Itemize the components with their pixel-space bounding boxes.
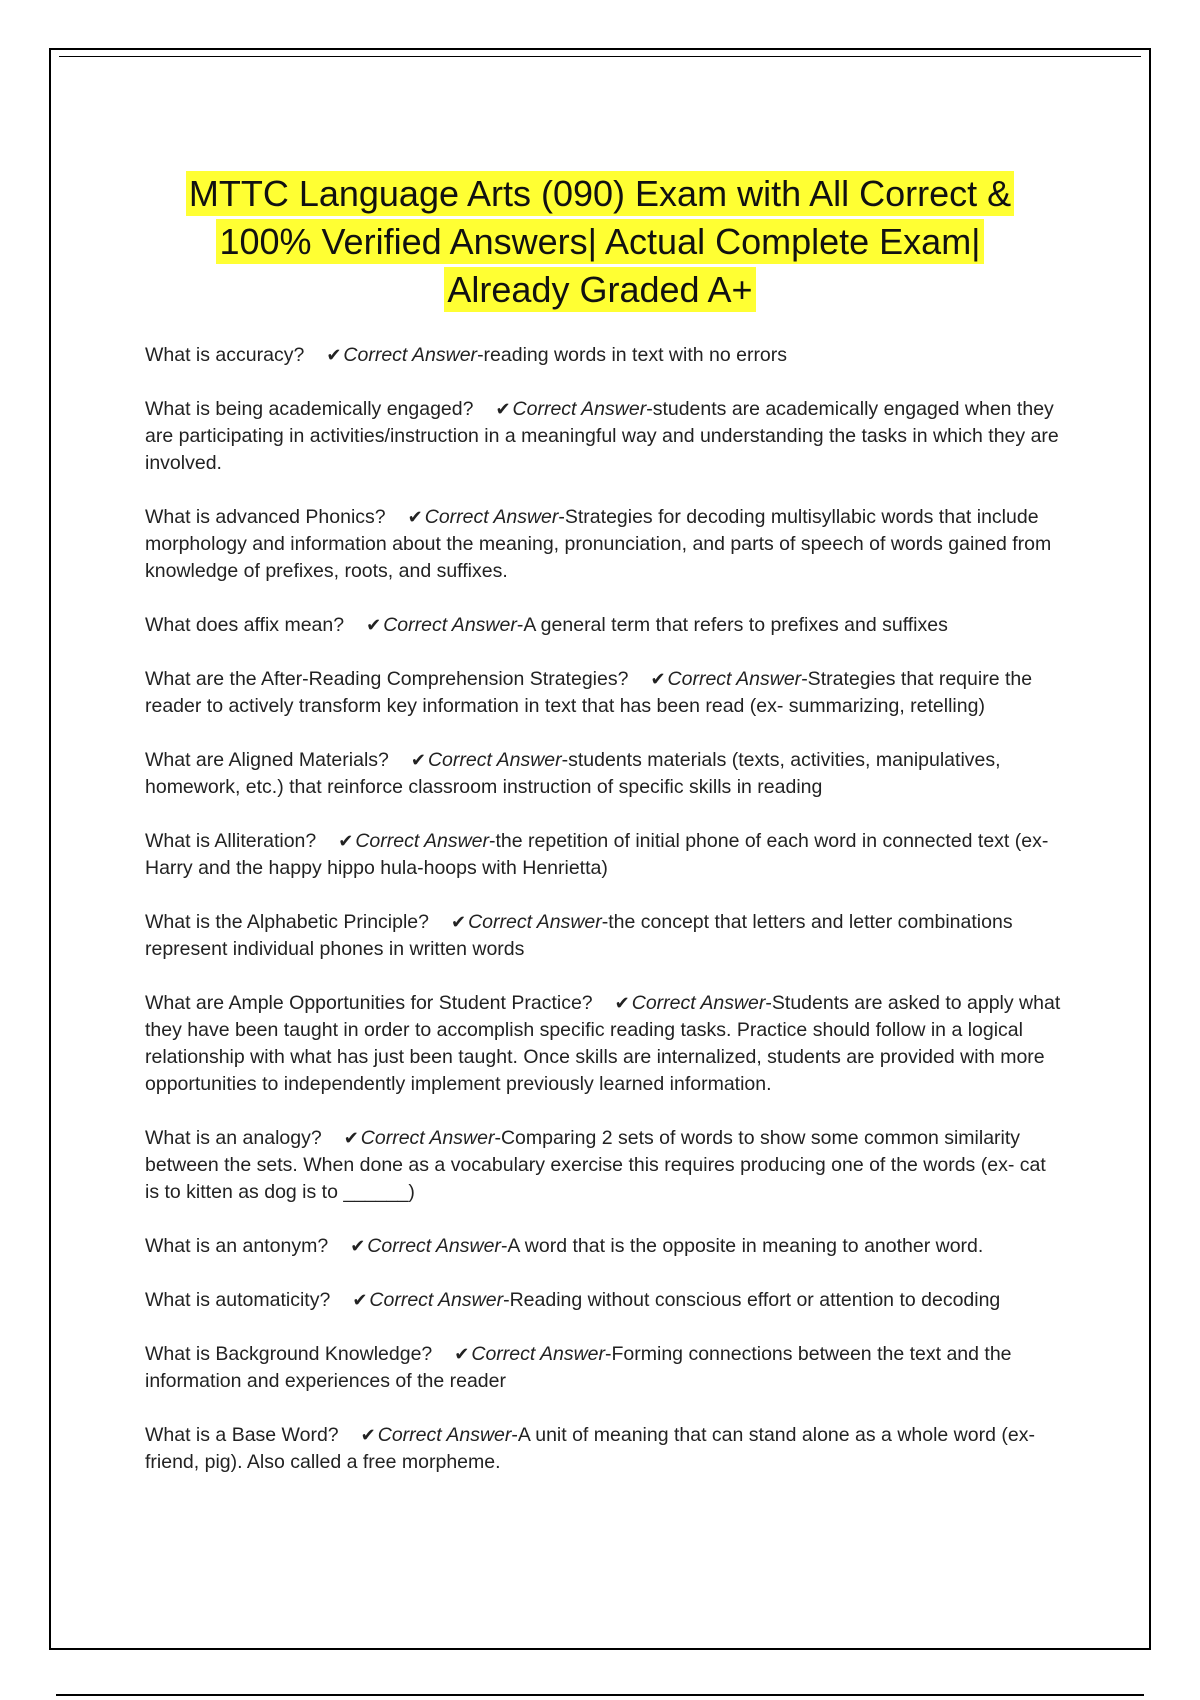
- qa-item: [145, 990, 1065, 1098]
- question-text: What is advanced Phonics?: [145, 506, 386, 528]
- document-title: [100, 170, 1100, 314]
- answer-text: -Comparing 2 sets of words to show some common similarity between the sets. When done as a vocabulary exercise this requires producing one of the words (ex- cat is to kitten as dog is to ______): [145, 1127, 1046, 1203]
- qa-item: [145, 1422, 1065, 1476]
- qa-item: [145, 612, 1065, 639]
- answer-text: -A unit of meaning that can stand alone as a whole word (ex- friend, pig). Also called a free morpheme.: [145, 1424, 1035, 1473]
- answer-text: -Forming connections between the text and the information and experiences of the reader: [145, 1343, 1012, 1392]
- question-text: What is automaticity?: [145, 1289, 331, 1311]
- header-rule: [59, 56, 1141, 57]
- checkmark-icon: ✔: [451, 912, 467, 933]
- answer-label: Correct Answer: [427, 749, 562, 771]
- question-text: What are the After-Reading Comprehension Strategies?: [145, 668, 629, 690]
- checkmark-icon: ✔: [338, 831, 354, 852]
- qa-item: [145, 396, 1065, 477]
- qa-item: [145, 666, 1065, 720]
- checkmark-icon: ✔: [352, 1290, 368, 1311]
- checkmark-icon: ✔: [454, 1344, 470, 1365]
- question-text: What is Background Knowledge?: [145, 1343, 433, 1365]
- answer-label: Correct Answer: [383, 614, 517, 636]
- question-text: What are Aligned Materials?: [145, 749, 389, 771]
- bottom-rule: [56, 1694, 1144, 1696]
- question-text: What is the Alphabetic Principle?: [145, 911, 429, 933]
- qa-item: [145, 504, 1065, 585]
- answer-label: Correct Answer: [367, 1235, 501, 1257]
- qa-item: [145, 747, 1065, 801]
- question-text: What is accuracy?: [145, 344, 305, 366]
- answer-label: Correct Answer: [512, 398, 647, 420]
- title-line-2: 100% Verified Answers| Actual Complete Exam|: [216, 219, 983, 264]
- answer-label: Correct Answer: [667, 668, 802, 690]
- question-text: What is a Base Word?: [145, 1424, 339, 1446]
- qa-item: [145, 342, 1065, 369]
- answer-text: -A word that is the opposite in meaning to another word.: [500, 1235, 984, 1257]
- question-text: What is an antonym?: [145, 1235, 329, 1257]
- checkmark-icon: ✔: [614, 993, 630, 1014]
- title-line-3: Already Graded A+: [444, 267, 755, 312]
- answer-text: -the repetition of initial phone of each word in connected text (ex- Harry and the happy hippo hula-hoops with Henrietta): [145, 830, 1049, 879]
- qa-item: [145, 909, 1065, 963]
- question-text: What are Ample Opportunities for Student Practice?: [145, 992, 593, 1014]
- answer-label: Correct Answer: [468, 911, 602, 933]
- answer-label: Correct Answer: [631, 992, 766, 1014]
- checkmark-icon: ✔: [650, 669, 666, 690]
- qa-item: [145, 1341, 1065, 1395]
- question-text: What is Alliteration?: [145, 830, 317, 852]
- answer-text: -Strategies that require the reader to actively transform key information in text that has been read (ex- summarizing, retelling): [145, 668, 1033, 717]
- qa-item: [145, 828, 1065, 882]
- qa-list: [145, 342, 1065, 1503]
- checkmark-icon: ✔: [495, 399, 511, 420]
- answer-text: -students materials (texts, activities, manipulatives, homework, etc.) that reinforce classroom instruction of specific skills in reading: [145, 749, 1001, 798]
- checkmark-icon: ✔: [343, 1128, 359, 1149]
- answer-text: -the concept that letters and letter combinations represent individual phones in written words: [145, 911, 1013, 960]
- answer-label: Correct Answer: [355, 830, 489, 852]
- checkmark-icon: ✔: [350, 1236, 366, 1257]
- answer-label: Correct Answer: [343, 344, 478, 366]
- answer-text: -Strategies for decoding multisyllabic words that include morphology and information about the meaning, pronunciation, and parts of speech of words gained from knowledge of prefixes, roots, and suffixes.: [145, 506, 1052, 582]
- checkmark-icon: ✔: [410, 750, 426, 771]
- checkmark-icon: ✔: [407, 507, 423, 528]
- answer-label: Correct Answer: [424, 506, 559, 528]
- question-text: What is an analogy?: [145, 1127, 322, 1149]
- answer-label: Correct Answer: [360, 1127, 495, 1149]
- question-text: What does affix mean?: [145, 614, 345, 636]
- qa-item: [145, 1125, 1065, 1206]
- checkmark-icon: ✔: [326, 345, 342, 366]
- qa-item: [145, 1233, 1065, 1260]
- answer-label: Correct Answer: [369, 1289, 504, 1311]
- answer-text: -reading words in text with no errors: [477, 344, 788, 366]
- answer-label: Correct Answer: [377, 1424, 512, 1446]
- answer-text: -students are academically engaged when they are participating in activities/instruction in a meaningful way and understanding the tasks in which they are involved.: [145, 398, 1059, 474]
- answer-text: -Reading without conscious effort or attention to decoding: [503, 1289, 1001, 1311]
- qa-item: [145, 1287, 1065, 1314]
- checkmark-icon: ✔: [366, 615, 382, 636]
- question-text: What is being academically engaged?: [145, 398, 474, 420]
- checkmark-icon: ✔: [360, 1425, 376, 1446]
- answer-label: Correct Answer: [471, 1343, 606, 1365]
- title-line-1: MTTC Language Arts (090) Exam with All Correct &: [186, 171, 1014, 216]
- answer-text: -A general term that refers to prefixes and suffixes: [516, 614, 948, 636]
- answer-text: -Students are asked to apply what they have been taught in order to accomplish specific reading tasks. Practice should follow in a logical relationship with what has just been taught. Once skills are internalized, students are provided with more opportunities to independently implement previously learned information.: [145, 992, 1061, 1095]
